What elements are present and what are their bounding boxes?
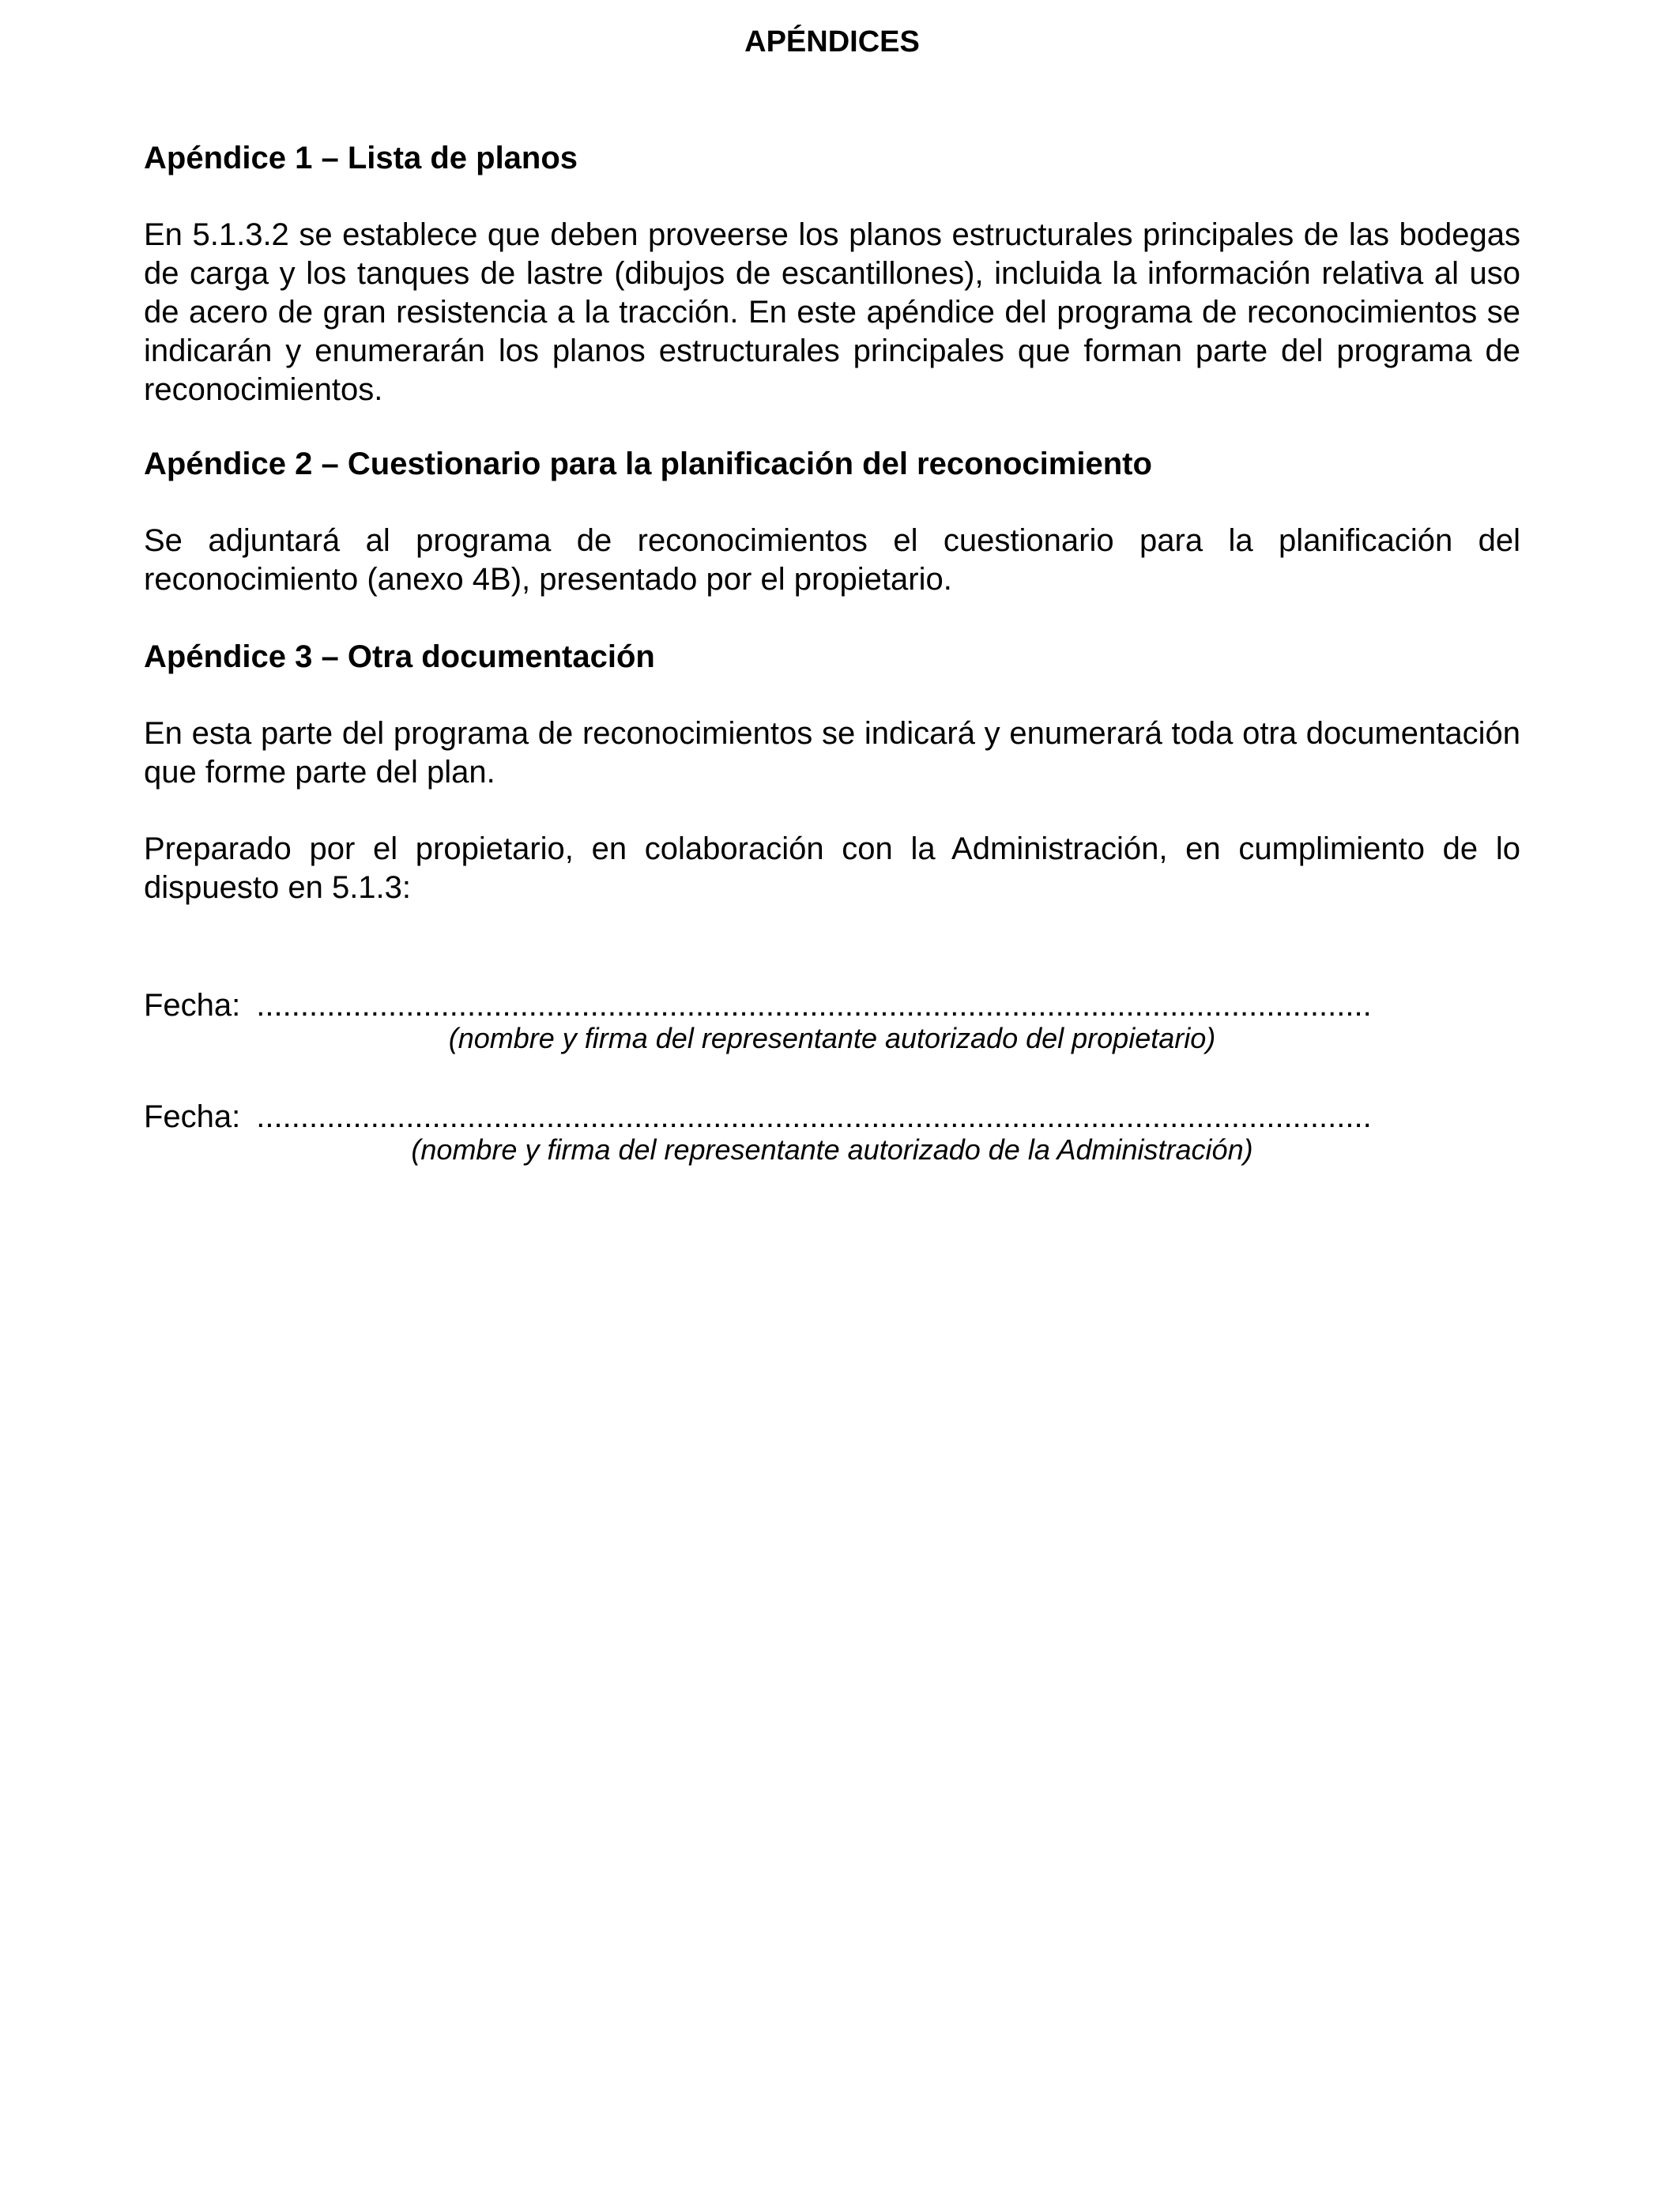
page-title: APÉNDICES — [744, 25, 920, 58]
appendix-1-heading: Apéndice 1 – Lista de planos — [144, 141, 578, 175]
administration-signature-caption: (nombre y firma del representante autorizado de la Administración) — [411, 1133, 1253, 1166]
administration-signature-line — [144, 1097, 1520, 1137]
appendix-3-heading: Apéndice 3 – Otra documentación — [144, 639, 655, 674]
appendix-3-body: En esta parte del programa de reconocimientos se indicará y enumerará toda otra documentación que forme parte del plan. — [144, 716, 1520, 790]
owner-signature-dots: ............................................................................................................................... — [256, 988, 1372, 1023]
owner-signature-caption: (nombre y firma del representante autorizado del propietario) — [448, 1022, 1216, 1054]
prepared-by-statement: Preparado por el propietario, en colaboración con la Administración, en cumplimiento de lo dispuesto en 5.1.3: — [144, 831, 1520, 905]
appendix-1-body: En 5.1.3.2 se establece que deben proveerse los planos estructurales principales de las bodegas de carga y los tanques de lastre (dibujos de escantillones), incluida la información relativa al uso de acero de gran resistencia a la tracción. En este apéndice del programa de reconocimientos se indicarán y enumerarán los planos estructurales principales que forman parte del programa de reconocimientos. — [144, 217, 1520, 407]
administration-signature-dots: ............................................................................................................................... — [256, 1099, 1372, 1134]
owner-date-label: Fecha: — [144, 988, 241, 1023]
administration-date-label: Fecha: — [144, 1099, 241, 1134]
owner-signature-line — [144, 986, 1520, 1025]
appendix-2-body: Se adjuntará al programa de reconocimientos el cuestionario para la planificación del reconocimiento (anexo 4B), presentado por el propietario. — [144, 523, 1520, 597]
appendix-2-heading: Apéndice 2 – Cuestionario para la planificación del reconocimiento — [144, 447, 1152, 481]
